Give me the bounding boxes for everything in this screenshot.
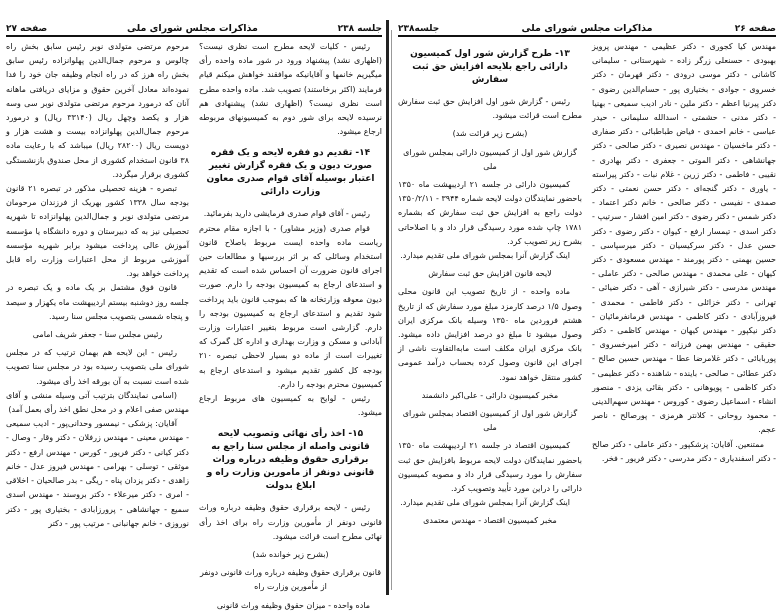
centered-line: گزارش شور اول از کمیسیون دارائی بمجلس شورای ملی: [403, 147, 577, 171]
centered-line: (بشرح زیر قرائت شد): [452, 129, 528, 139]
page-header: [6, 18, 382, 37]
centered-line: لایحه قانون افزایش حق ثبت سفارش: [428, 269, 552, 279]
paragraph: رئیس - این لایحه هم بهمان ترتیب که در مجلس شورای ملی بتصویب رسیده بود در مجلس سنا تصویب شده است نسبت به آن بورقه اخذ رأی میشود.: [6, 348, 189, 386]
paragraph: کمیسیون اقتصاد در جلسه ۲۱ اردیبهشت ماه ۱۳۵۰ باحضور نمایندگان دولت لایحه مربوط بافزایش حق ثبت سفارش را مورد رسیدگی قرار داد و مصوبه کمیسیون دارائی را دراین مورد تأیید وتصویب کرد.: [398, 441, 582, 494]
paragraph: تبصره - هزینه تحصیلی مذکور در تبصره ۲۱ قانون بودجه سال ۱۳۳۸ کشور بهریک از فرزندان مرحومان مرتضی متولدی نوبر و جمال‌الدین پهلوانزاده تا شهریه تحصیلی نیز به که دبیرستان و دوره دانشگاه یا مؤسسه آموزش عالی پرداخت میشود برابر شهریه مؤسسه آموزشی مربوط از محل اعتبارات وزارت راه قابل پرداخت خواهد بود.: [6, 184, 189, 279]
paragraph: ممتنعین. آقایان: پزشکپور - دکتر عاملی - دکتر صالح - دکتر اسفندیاری - دکتر مدرسی - دکتر فریور - فخر.: [592, 439, 776, 463]
centered-line: گزارش شور اول از کمیسیون اقتصاد بمجلس شورای ملی: [402, 409, 578, 433]
paragraph: رئیس - گزارش شور اول افزایش حق ثبت سفارش مطرح است قرائت میشود.: [398, 97, 582, 121]
page-26: [392, 0, 782, 600]
paragraph: آقایان: پزشکی - نیمسور وحدانی‌پور - ادیب سمیعی - مهندس معینی - مهندس زرفلان - دکتر وقار - وصال - دکتر کیانی - دکتر فریور - کورس - مهندس ارفع - دکتر موثقی - توسلی - بهرامی - مهندس فیروز عدل - خانم زاهدی - دکتر یزدان پناه - ریگی - بدر صالحیان - اخلاقی - امری - دکتر میرعلاء - دکتر بروسند - مهندس اسدی سمیع - جهانشاهی - پرورزابادی - بختیاری پور - دکتر نوروزی - خانم جهانبانی - مرتیب پور - دکتر: [6, 419, 189, 528]
running-title: مذاکرات مجلس شورای ملی: [521, 23, 653, 34]
paragraph: قوام صدری (وزیر مشاور) - با اجازه مقام محترم ریاست ماده واحده ایست مربوط باصلاح قانون استخدام وسائلی که بر اثر بررسیها و مطالعات حین اجرای قانون ضرورت آن احساس شده است که تقدیم و استدعای ارجاع به کمیسیون بودجه را دارم. صورت دیون معوقه وزارتخانه ها که بموجب قانون باید پرداخت شود تقدیم و استدعای ارجاع به کمیسیون بودجه را دارم. گزارشی است مربوط بتغییر اعتبارات وزارت آبادانی و مسکن و وزارت بهداری و اداره کل گمرک که تغییرات است از ماده دو بسیار لاحظی تبصره ۲۱۰ بودجه کل کشور تقدیم میشود و استدعای ارجاع به کمیسیون محترم بودجه را دارم.: [199, 223, 382, 389]
page-27: [0, 0, 388, 610]
paragraph: رئیس - لوایح به کمیسیون های مربوط ارجاع میشود.: [199, 394, 382, 418]
paragraph: رئیس - آقای قوام صدری فرمایشی دارید بفرمائید.: [203, 209, 370, 219]
column-left: [398, 40, 582, 592]
paragraph: اینک گزارش آنرا بمجلس شورای ملی تقدیم میدارد.: [400, 498, 570, 508]
session-number: جلسه ۲۳۸: [337, 24, 382, 34]
paragraph: قانون فوق مشتمل بر یک ماده و یک تبصره در جلسه روز دوشنبه بیستم اردیبهشت ماه یکهزار و سیصد و پنجاه شمسی بتصویب مجلس سنا رسید.: [6, 283, 189, 321]
page-number: صفحه ۲۷: [6, 24, 48, 34]
paragraph: ماده واحده - میزان حقوق وظیفه وراث قانونی: [216, 600, 370, 610]
paragraph: ماده واحده - از تاریخ تصویب این قانون محلی وصول ۱/۵ درصد کارمزد مبلغ مورد سفارش که از تاریخ هشتم فروردین ماه ۱۳۵۰ وسیله بانک مرکزی ایران وصول میشود تا مبلغ دو درصد افزایش داده میشود. بانک مرکزی ایران مکلف است مابه‌التفاوت ناشی از اجرای این قانون وصول کرده بحساب درآمد عمومی کشور منتقل خواهد نمود.: [398, 287, 582, 382]
column-left: [6, 40, 189, 592]
paragraph: رئیس - کلیات لایحه مطرح است نظری نیست؟ (اظهاری نشد) پیشنهاد ورود در شور ماده واحده رأی میگیریم خانمها و آقایانیکه موافقند خواهش میکنم قیام فرمایند (اکثر برخاستند) تصویب شد. ماده واحده مطرح است نظری نیست؟ (اظهاری نشد) پیشنهادی هم نرسیده لایحه برای شور دوم به کمیسیونهای مربوطه ارجاع میشود.: [199, 42, 382, 137]
session-number: جلسه۲۳۸: [398, 24, 440, 34]
centered-line: قانون برقراری حقوق وظیفه درباره وراث قانونی دونفر از مأمورین وزارت راه: [199, 568, 382, 592]
paragraph: (اسامی نمایندگان بترتیب آتی وسیله منشی و آقای مهندس صفی اعلام و در محل نطق اخذ رأی بعمل آمد): [6, 390, 189, 415]
page-number: صفحه ۲۶: [734, 24, 776, 34]
column-right: [199, 40, 382, 610]
centered-line: رئیس مجلس سنا - جعفر شریف امامی: [32, 330, 163, 340]
centered-line: مخبر کمیسیون اقتصاد - مهندس معتمدی: [423, 516, 557, 526]
column-right: [592, 40, 776, 592]
paragraph: رئیس - لایحه برقراری حقوق وظیفه درباره وراث قانونی دونفر از مأمورین وزارت راه برای اخذ رأی نهائی مطرح است قرائت میشود.: [199, 503, 382, 541]
paragraph: کمیسیون دارائی در جلسه ۲۱ اردیبهشت ماه ۱۳۵۰ باحضور نمایندگان دولت لایحه شماره ۳۹۴۴ - ۱۳۵۰/۲/۱۱ دولت راجع به افزایش حق ثبت سفارش که بشماره ۱۷۸۱ چاپ شده مورد رسیدگی قرار داد و با اصلاحاتی بشرح زیر تصویب کرد.: [398, 180, 582, 246]
page-header: [398, 18, 776, 37]
text-columns: [6, 40, 382, 610]
running-title: مذاکرات مجلس شورای ملی: [126, 23, 258, 34]
paragraph: مرحوم مرتضی متولدی نوبر رئیس سابق بخش راه چالوس و مرحوم جمال‌الدین پهلوانزاده رئیس سابق بخش راه هرز که در راه انجام وظیفه جان خود را فدا نموده‌اند معادل آخرین حقوق و مزایای دریافتی ماهانه آنان که درمورد مرحوم مرتضی متولدی نوبر سی وسه هزار و یکصد وچهل ریال (۳۳۱۴۰ ریال) و درمورد مرحوم جمال‌الدین پهلوانزاده بیست و هشت هزار و دویست ریال (۲۸۲۰۰ ریال) میباشد که با رعایت ماده ۳۸ قانون استخدام کشوری از محل صندوق بازنشستگی کشوری برقرار میگردد.: [6, 42, 189, 179]
paragraph: اینک گزارش آنرا بمجلس شورای ملی تقدیم میدارد.: [400, 251, 570, 261]
centered-line: (بشرح زیر خوانده شد): [252, 550, 329, 560]
centered-line: مخبر کمیسیون دارائی - علی‌اکبر دانشمند: [421, 390, 559, 400]
section-heading: ۱۴- تقدیم دو فقره لایحه و یک فقره صورت دیون و یک فقره گزارش تغییر اعتبار بوسیله آقای قوام صدری معاون وزارت دارائی: [206, 148, 375, 198]
section-heading: ۱۵- اخذ رأی نهائی وتصویب لایحه قانونی واصله از مجلس سنا راجع به برقراری حقوق وظیفه درباره وراث قانونی دونفر از مامورین وزارت راه و ابلاغ بدولت: [206, 429, 375, 492]
text-columns: [398, 40, 776, 592]
section-heading: ۱۳- طرح گزارش شور اول کمیسیون دارائی راجع بلایحه افزایش حق ثبت سفارش: [410, 49, 570, 85]
page-gutter: [386, 20, 389, 595]
paragraph: مهندس کیا کجوری - دکتر عظیمی - مهندس پرویز بهبودی - حسنعلی زرگر زاده - شهرستانی - سلیمانی کاشانی - دکتر موسی درودی - دکتر قهرمان - دکتر خسروی - جوادی - بختیاری پور - حسام‌الدین رضوی - دکتر پیرنیا اعظم - دکتر ملین - نادر ادیب سمیعی - بهنیا - دکتر مدنی - حشمتی - اسدالله سلیمانی - حیدر عباسی - خانم احمدی - فیاض طباطبائی - دکتر صفاری - دکتر ماخسیان - مهندس نصیری - دکتر صالحی - دکتر جهانشاهی - دکتر الموتی - جعفری - دکتر بهادری - نقیبی - فاطمی - دکتر زرین - غلام نبات - دکتر پیراسته - یاوری - دکتر گنجه‌ای - دکتر حسن نعمتی - دکتر صمدی - نفیسی - دکتر صالحی - خانم دکتر اعتماد - دکتر شمس - دکتر رضوی - دکتر امین افشار - سرتیپ - دکتر اسدی - تیمسار ارفع - کیوان - دکتر رضوی - دکتر حسن عدل - دکتر سرکیسیان - دکتر میرسپاسی - حسین بهمنی - دکتر پورمند - مهندس مسعودی - دکتر کیهان - علی محمدی - مهندس صالحی - دکتر عاملی - مهندس مدرسی - دکتر شیرازی - آهی - دکتر ضیائی - تهرانی - دکتر خزائلی - دکتر فاطمی - محمدی - فیروزآبادی - دکتر کاظمی - مهندس فرمانفرمائیان - دکتر نیکپور - مهندس کیهان - مهندس کاظمی - دکتر حقیقی - مهندس بهمن فرزانه - دکتر امیرخسروی - پوربابائی - دکتر غلامرضا عطا - مهندس حسین صالح - دکتر عطائی - صالحی - باینده - شاهنده - دکتر عظیمی - دکتر کاظمی - پویوهانی - دکتر بقائی یزدی - منصور انشاء - اسماعیل رضوی - کوروس - مهندس سهم‌الدینی - محمود روحانی - کلانتر هرمزی - پورصالح - ناصر عجم.: [592, 42, 776, 435]
